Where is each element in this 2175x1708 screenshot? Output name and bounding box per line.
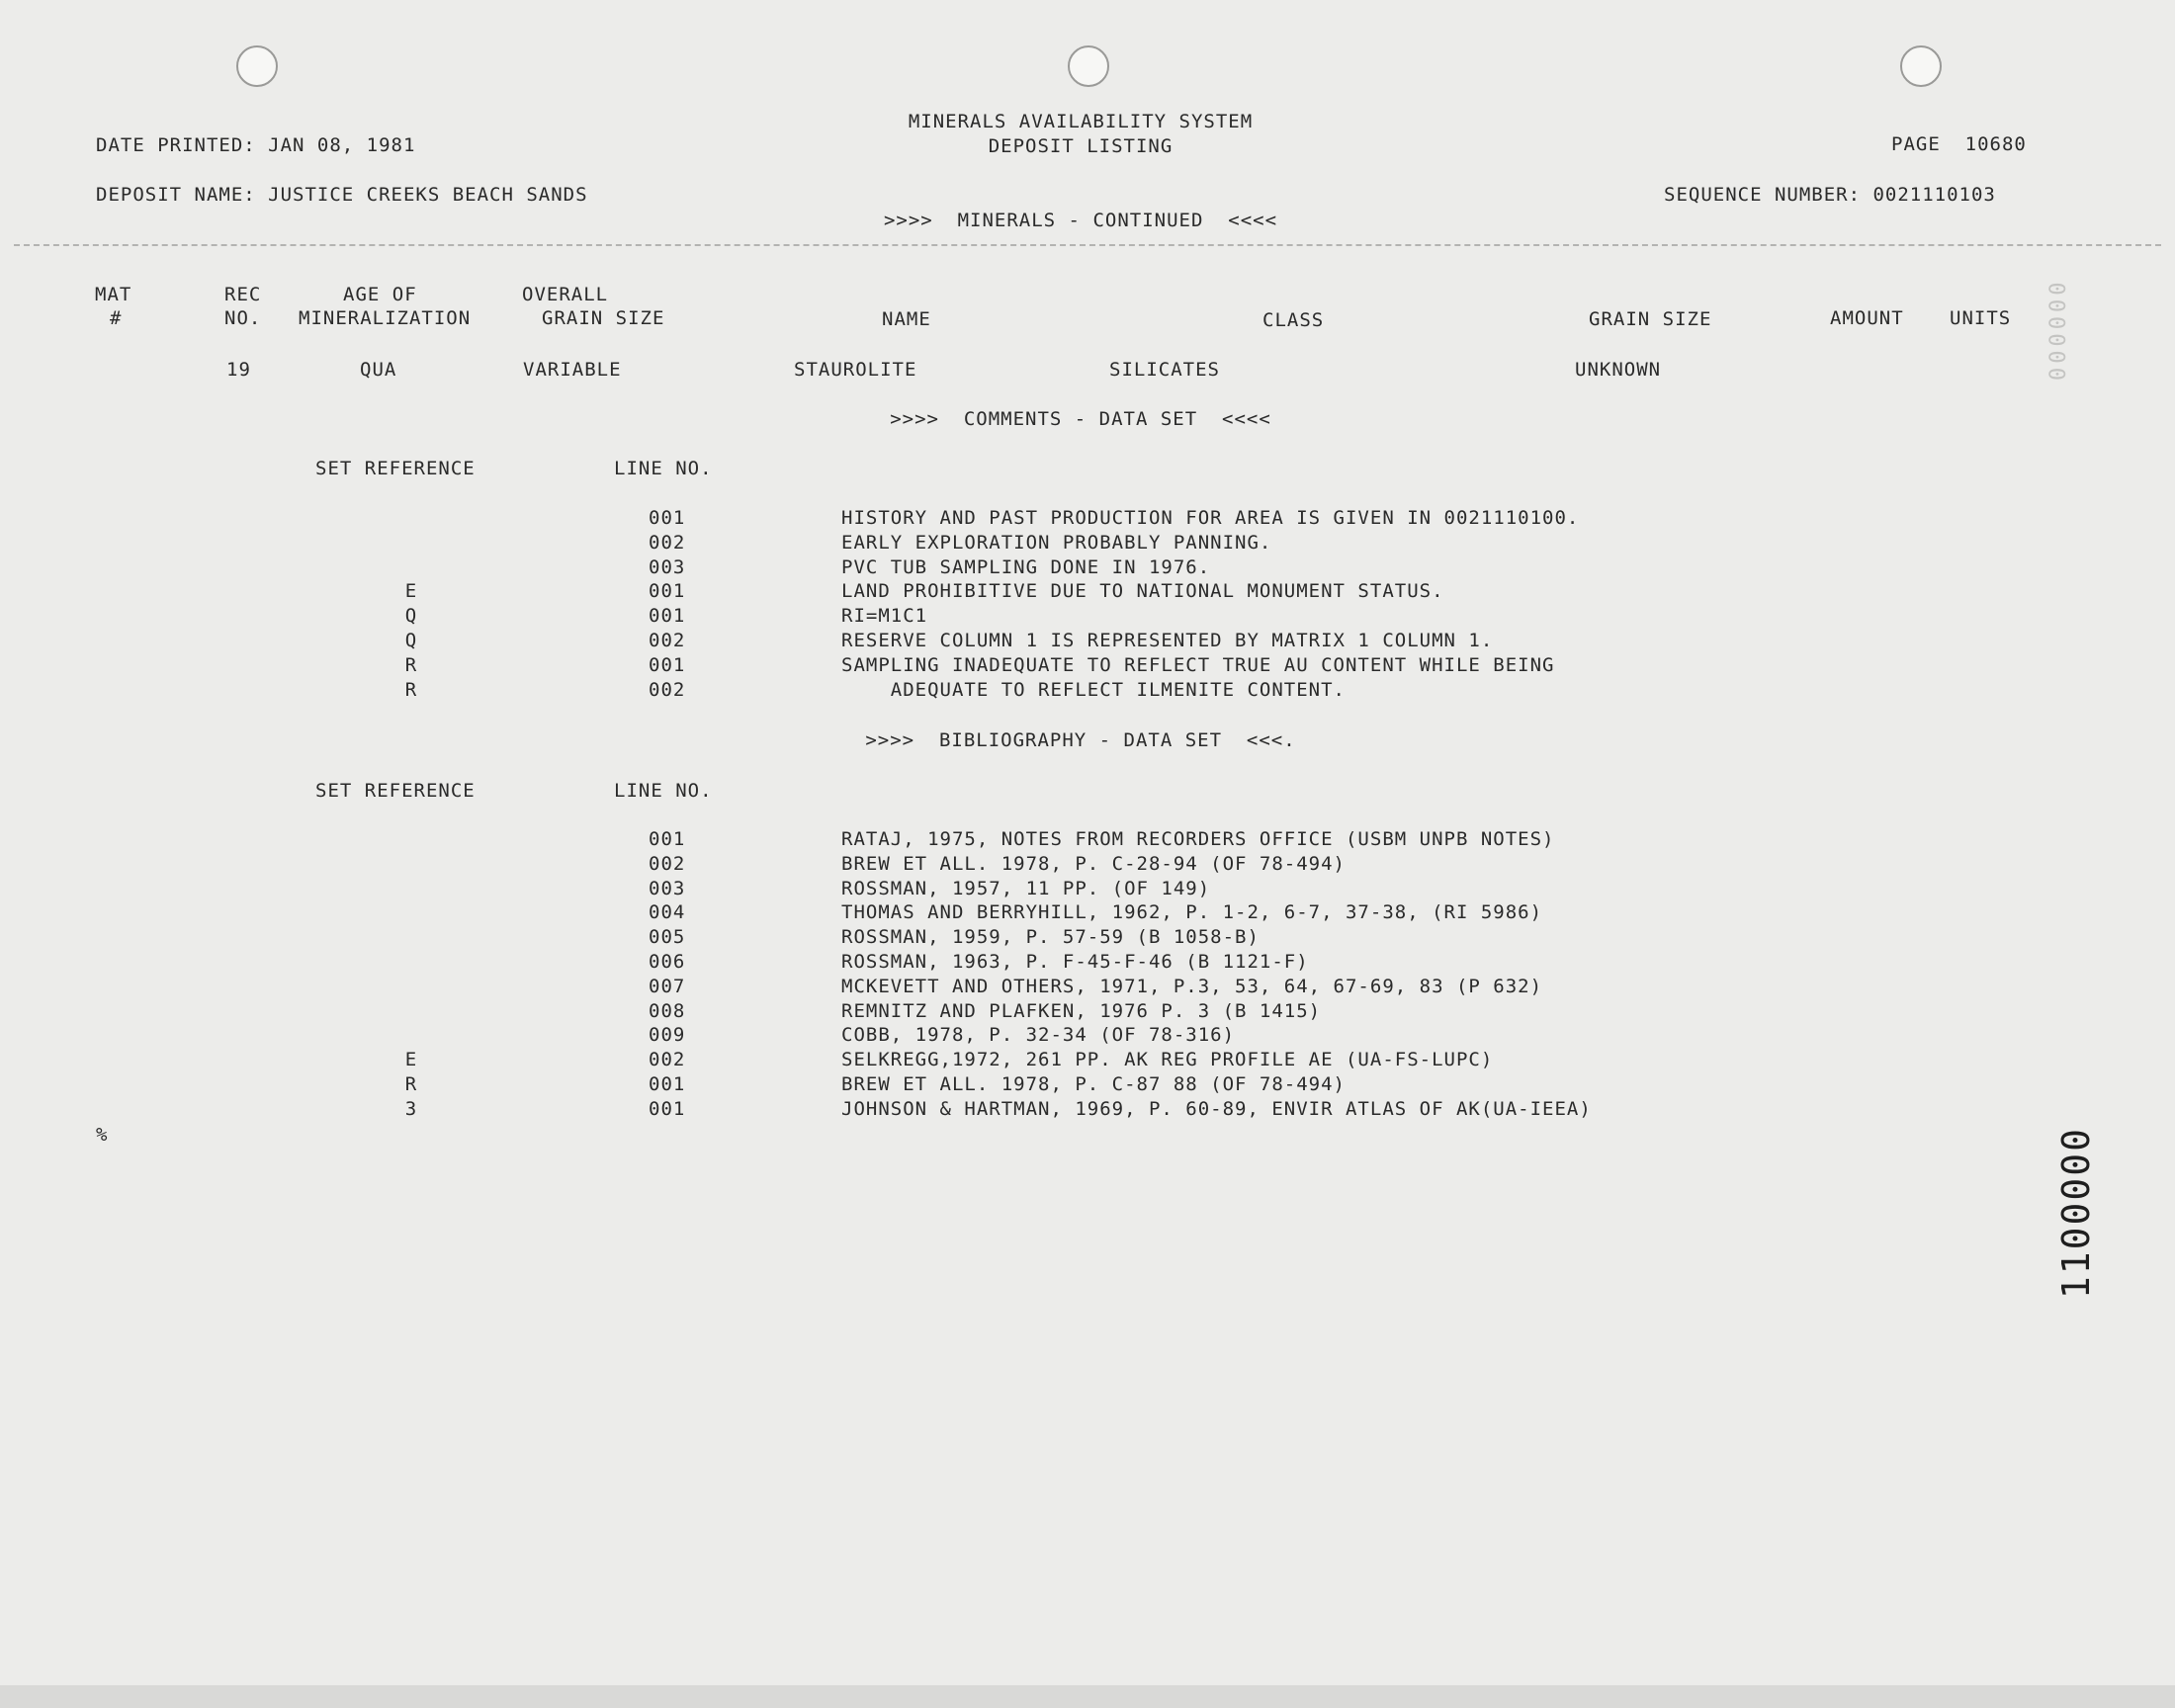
row-set-reference: R	[404, 653, 418, 676]
row-line-number: 001	[649, 507, 686, 529]
deposit-name: DEPOSIT NAME: JUSTICE CREEKS BEACH SANDS	[96, 184, 588, 206]
row-line-number: 002	[649, 531, 686, 554]
row-line-number: 002	[649, 1049, 686, 1071]
row-line-number: 004	[649, 901, 686, 924]
row-text: ADEQUATE TO REFLECT ILMENITE CONTENT.	[841, 678, 1346, 701]
col-rec-2: NO.	[224, 307, 262, 329]
page-number: PAGE 10680	[1891, 133, 2027, 155]
col-overall: OVERALL	[522, 284, 609, 305]
listing-title: DEPOSIT LISTING	[988, 135, 1174, 157]
row-text: COBB, 1978, P. 32-34 (OF 78-316)	[841, 1024, 1236, 1047]
row-set-reference: R	[404, 1073, 418, 1095]
row-line-number: 001	[649, 653, 686, 676]
row-text: RESERVE COLUMN 1 IS REPRESENTED BY MATRIX 1 COLUMN 1.	[841, 630, 1494, 651]
minerals-section-title: >>>> MINERALS - CONTINUED <<<<	[883, 210, 1278, 231]
row-line-number: 006	[649, 951, 686, 973]
sequence-number: SEQUENCE NUMBER: 0021110103	[1664, 184, 1996, 206]
row-text: ROSSMAN, 1957, 11 PP. (OF 149)	[841, 877, 1211, 899]
margin-mark-lower: 1100000	[2054, 1127, 2098, 1300]
row-set-reference: E	[404, 580, 418, 603]
col-class: CLASS	[1262, 309, 1325, 331]
comments-col-ref: SET REFERENCE	[315, 458, 476, 479]
row-line-number: 001	[649, 828, 686, 850]
col-grain-size: GRAIN SIZE	[1589, 308, 1712, 330]
row-text: BREW ET ALL. 1978, P. C-28-94 (OF 78-494)	[841, 852, 1346, 875]
row-line-number: 002	[649, 852, 686, 875]
row-line-number: 003	[649, 555, 686, 578]
row-line-number: 007	[649, 975, 686, 997]
col-mat: MAT	[95, 284, 132, 305]
mineral-class: SILICATES	[1109, 359, 1220, 381]
col-age: AGE OF	[343, 284, 417, 305]
comments-section-title: >>>> COMMENTS - DATA SET <<<<	[890, 408, 1271, 430]
perforation-line	[14, 244, 2161, 246]
row-set-reference: Q	[404, 605, 418, 628]
row-text: JOHNSON & HARTMAN, 1969, P. 60-89, ENVIR ATLAS OF AK(UA-IEEA)	[841, 1097, 1592, 1120]
row-text: EARLY EXPLORATION PROBABLY PANNING.	[841, 531, 1272, 554]
date-printed: DATE PRINTED: JAN 08, 1981	[96, 134, 416, 156]
bibliography-col-line: LINE NO.	[614, 780, 713, 802]
row-text: REMNITZ AND PLAFKEN, 1976 P. 3 (B 1415)	[841, 999, 1322, 1022]
row-set-reference: 3	[404, 1097, 418, 1120]
row-set-reference: R	[404, 678, 418, 701]
row-text: LAND PROHIBITIVE DUE TO NATIONAL MONUMENT STATUS.	[841, 580, 1444, 603]
row-set-reference: E	[404, 1049, 418, 1071]
system-title: MINERALS AVAILABILITY SYSTEM	[908, 111, 1254, 132]
col-name: NAME	[882, 308, 931, 330]
col-age-2: MINERALIZATION	[299, 307, 472, 329]
mineral-name: STAUROLITE	[794, 359, 917, 381]
row-text: ROSSMAN, 1959, P. 57-59 (B 1058-B)	[841, 926, 1260, 949]
row-line-number: 001	[649, 605, 686, 628]
col-overall-2: GRAIN SIZE	[542, 307, 665, 329]
mineral-age: QUA	[360, 359, 397, 381]
punch-hole-left	[236, 45, 278, 87]
col-amount: AMOUNT	[1830, 307, 1904, 329]
row-line-number: 008	[649, 999, 686, 1022]
bibliography-section-title: >>>> BIBLIOGRAPHY - DATA SET <<<.	[865, 729, 1296, 751]
mineral-grain: UNKNOWN	[1575, 359, 1662, 381]
punch-hole-center	[1068, 45, 1109, 87]
row-line-number: 001	[649, 1097, 686, 1120]
row-text: PVC TUB SAMPLING DONE IN 1976.	[841, 555, 1211, 578]
row-line-number: 002	[649, 678, 686, 701]
row-line-number: 009	[649, 1024, 686, 1047]
margin-mark-upper: 000000	[2046, 278, 2071, 381]
row-text: RATAJ, 1975, NOTES FROM RECORDERS OFFICE (USBM UNPB NOTES)	[841, 828, 1555, 850]
row-text: BREW ET ALL. 1978, P. C-87 88 (OF 78-494)	[841, 1073, 1346, 1095]
row-text: SAMPLING INADEQUATE TO REFLECT TRUE AU CONTENT WHILE BEING	[841, 653, 1555, 676]
row-line-number: 001	[649, 1073, 686, 1095]
mineral-overall: VARIABLE	[523, 359, 622, 381]
row-text: RI=M1C1	[841, 605, 928, 628]
comments-col-line: LINE NO.	[614, 458, 713, 479]
row-line-number: 005	[649, 926, 686, 949]
row-text: THOMAS AND BERRYHILL, 1962, P. 1-2, 6-7, 37-38, (RI 5986)	[841, 901, 1543, 924]
col-rec: REC	[224, 284, 262, 305]
row-text: HISTORY AND PAST PRODUCTION FOR AREA IS GIVEN IN 0021110100.	[841, 507, 1580, 529]
end-marker: %	[96, 1124, 109, 1146]
bibliography-col-ref: SET REFERENCE	[315, 780, 476, 802]
row-text: MCKEVETT AND OTHERS, 1971, P.3, 53, 64, 67-69, 83 (P 632)	[841, 975, 1543, 997]
row-set-reference: Q	[404, 630, 418, 651]
punch-hole-right	[1900, 45, 1942, 87]
col-mat-2: #	[110, 307, 123, 329]
row-text: SELKREGG,1972, 261 PP. AK REG PROFILE AE (UA-FS-LUPC)	[841, 1049, 1494, 1071]
mineral-rec: 19	[226, 359, 251, 381]
row-text: ROSSMAN, 1963, P. F-45-F-46 (B 1121-F)	[841, 951, 1309, 973]
row-line-number: 001	[649, 580, 686, 603]
row-line-number: 003	[649, 877, 686, 899]
col-units: UNITS	[1950, 307, 2012, 329]
row-line-number: 002	[649, 630, 686, 651]
